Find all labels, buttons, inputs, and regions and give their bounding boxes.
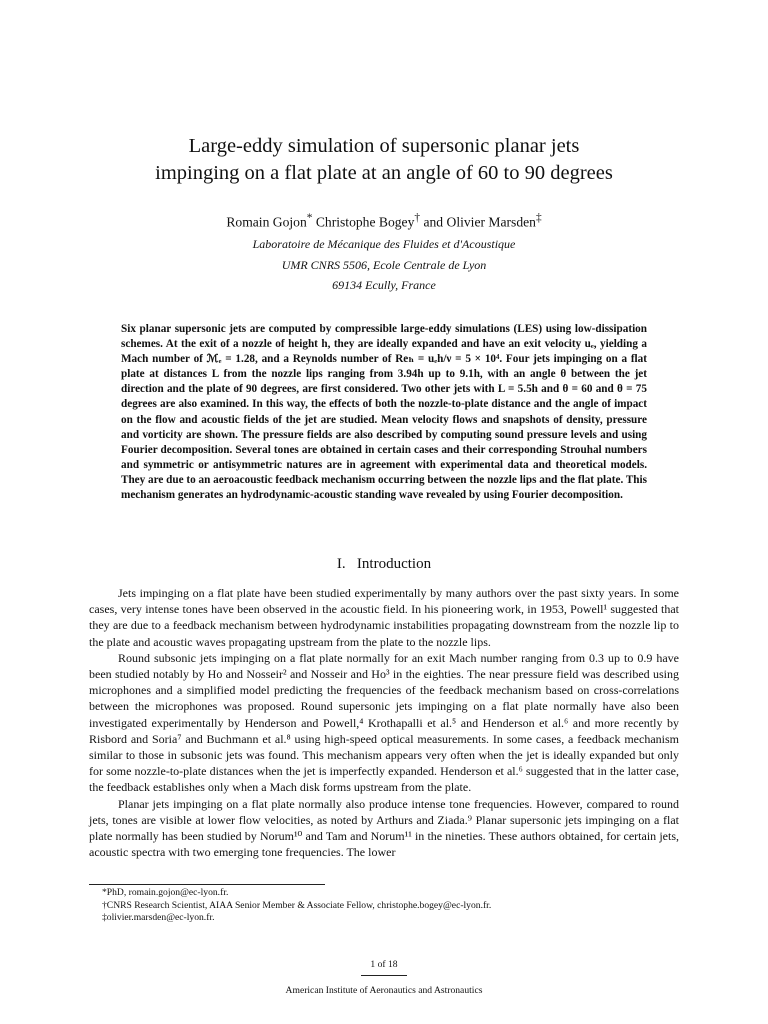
- footnotes: [89, 887, 679, 925]
- page-number: 1 of 18: [370, 959, 398, 970]
- author-gojon: Romain Gojon: [226, 214, 307, 230]
- affiliation-lab: Laboratoire de Mécanique des Fluides et d'Acoustique: [252, 237, 516, 251]
- title-line-2: impinging on a flat plate at an angle of 60 to 90 degrees: [155, 162, 613, 184]
- affiliation-address: 69134 Ecully, France: [332, 278, 436, 292]
- paragraph-2: Round subsonic jets impinging on a flat plate normally for an exit Mach number ranging from 0.3 up to 0.9 have been studied notably by Ho and Nosseir² and Nosseir and Ho³ in the eighties. The near pressure field was described using microphones and a simplified model predicting the frequencies of the feedback mechanism based on cross-correlations between the microphones was proposed. Round supersonic jets impinging on a flat plate normally have also been investigated experimentally by Henderson and Powell,⁴ Krothapalli et al.⁵ and Henderson et al.⁶ and more recently by Risbord and Soria⁷ and Buchmann et al.⁸ using high-speed optical measurements. In some cases, a feedback mechanism similar to those in subsonic jets was found. This mechanism appears very often when the jet is ideally expanded but only for some nozzle-to-plate distances when the jet is imperfectly expanded. Henderson et al.⁶ suggested that in the latter case, the feedback establishes only when a Mach disk forms upstream from the plate.: [89, 650, 679, 795]
- page-number-rule: [361, 975, 407, 976]
- paper-title: [60, 133, 708, 187]
- paragraph-1: Jets impinging on a flat plate have been studied experimentally by many authors over the past sixty years. In some cases, very intense tones have been observed in the acoustic field. In his pioneering work, in 1953, Powell¹ suggested that they are due to a feedback mechanism between hydrodynamic instabilities propagating downstream from the nozzle lip to the plate and acoustic waves propagating upstream from the plate to the nozzle lips.: [89, 586, 679, 649]
- abstract: Six planar supersonic jets are computed by compressible large-eddy simulations (LES) using low-dissipation schemes. At the exit of a nozzle of height h, they are ideally expanded and have an exit velocity uₑ, yielding a Mach number of ℳₑ = 1.28, and a Reynolds number of Reₕ = uₑh/ν = 5 × 10⁴. Four jets impinging on a flat plate at distances L from the nozzle lips ranging from 3.94h up to 9.1h, with an angle θ between the jet direction and the plate of 90 degrees, are first considered. Two other jets with L = 5.5h and θ = 60 and θ = 75 degrees are also examined. In this way, the effects of both the nozzle-to-plate distance and the angle of impact on the flow and acoustic fields of the jet are studied. Mean velocity flows and snapshots of density, pressure and vorticity are shown. The pressure fields are also described by computing sound pressure levels and using Fourier decomposition. Several tones are obtained in certain cases and their corresponding Strouhal numbers and symmetric or antisymmetric natures are in agreement with experimental data and theoretical models. They are due to an aeroacoustic feedback mechanism occurring between the nozzle lips and the flat plate. This mechanism generates an hydrodynamic-acoustic standing wave revealed by using Fourier decomposition.: [121, 323, 647, 502]
- author-mark-1: *: [306, 212, 313, 224]
- affiliation-umr: UMR CNRS 5506, Ecole Centrale de Lyon: [281, 258, 487, 272]
- footnote-3: ‡olivier.marsden@ec-lyon.fr.: [102, 912, 215, 923]
- footnote-2: †CNRS Research Scientist, AIAA Senior Member & Associate Fellow, christophe.bogey@ec-lyon.fr.: [102, 899, 492, 911]
- publisher-footer: American Institute of Aeronautics and Astronautics: [285, 985, 483, 996]
- author-list: [60, 209, 708, 232]
- footnote-rule: [89, 884, 325, 885]
- section-number: I.: [336, 556, 346, 572]
- introduction-body: [89, 585, 679, 860]
- section-title: Introduction: [356, 556, 432, 572]
- author-bogey: Christophe Bogey: [315, 214, 415, 230]
- author-mark-2: †: [414, 212, 421, 224]
- section-heading-introduction: [60, 554, 708, 574]
- paragraph-3: Planar jets impinging on a flat plate normally also produce intense tone frequencies. However, compared to round jets, tones are visible at lower flow velocities, as noted by Arthurs and Ziada.⁹ Planar supersonic jets impinging on a flat plate normally has been studied by Norum¹⁰ and Tam and Norum¹¹ in the nineties. These authors obtained, for certain jets, acoustic spectra with two emerging tone frequencies. The lower: [89, 796, 679, 860]
- title-line-1: Large-eddy simulation of supersonic planar jets: [188, 135, 580, 157]
- author-mark-3: ‡: [535, 212, 542, 224]
- footnote-1: *PhD, romain.gojon@ec-lyon.fr.: [102, 887, 229, 898]
- author-marsden: and Olivier Marsden: [420, 214, 536, 230]
